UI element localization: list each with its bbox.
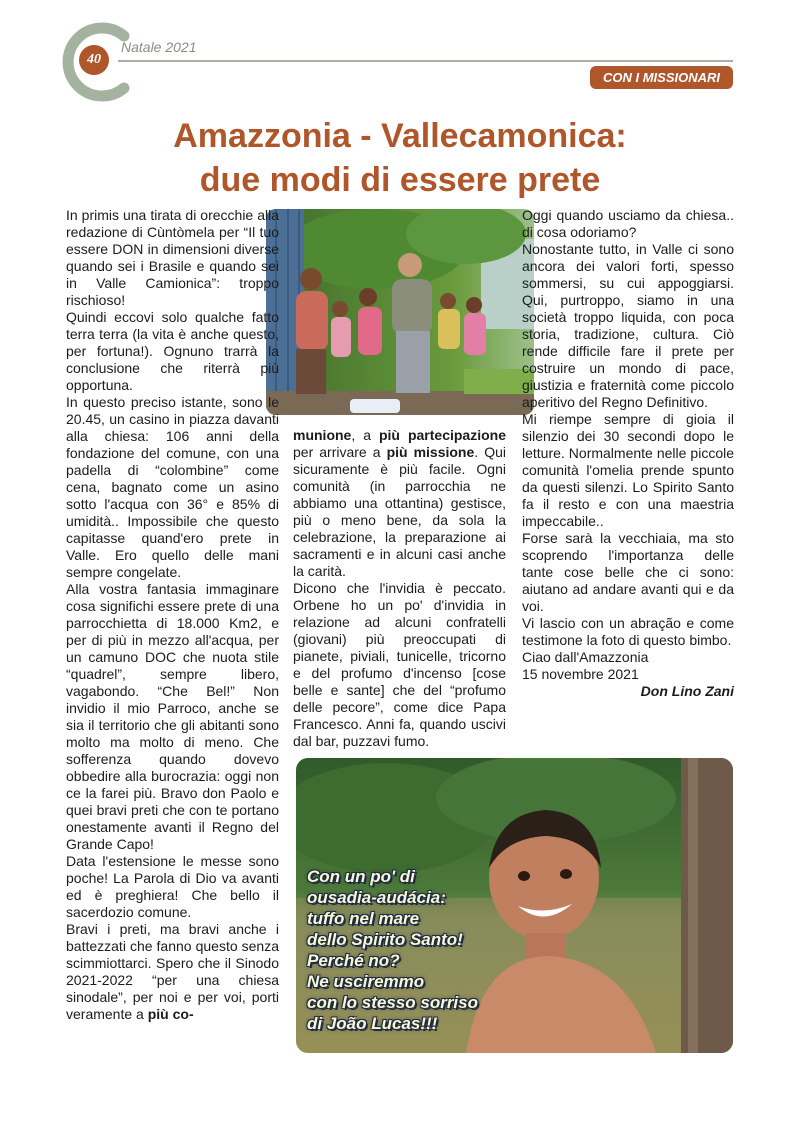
paragraph-text: per arrivare a <box>293 444 387 460</box>
caption-line: di João Lucas!!! <box>307 1014 438 1033</box>
caption-line: tuffo nel mare <box>307 909 420 928</box>
family-photo <box>266 209 534 415</box>
paragraph: Oggi quando usciamo da chiesa.. di cosa odoriamo? <box>522 207 734 240</box>
issue-label: Natale 2021 <box>121 39 197 55</box>
bold-text: munione <box>293 427 352 443</box>
header-rule <box>118 60 733 62</box>
paragraph: In questo preciso istante, sono le 20.45, un casino in piazza davanti alla chiesa: 106 anni della fondazione del comune, con una padella di “colombine” come cena, bagnato come un asino sotto l'acqua con 36° e 85% di umidità.. Impossibile che questo capitasse quand'ero prete in Valle. Ero quello delle mani sempre congelate. <box>66 394 279 580</box>
paragraph: Forse sarà la vecchiaia, ma sto scoprendo l'importanza delle tante cose belle che ci sono: aiutano ad andare avanti qui e da voi. <box>522 530 734 614</box>
title-line-2: due modi di essere prete <box>199 161 601 199</box>
caption-line: ousadia-audácia: <box>307 888 446 907</box>
author-signature: Don Lino Zani <box>640 683 734 699</box>
bold-text: più missione <box>386 444 475 460</box>
caption-line: dello Spirito Santo! <box>307 930 463 949</box>
paragraph-text: . Qui sicuramente è più facile. Ogni comunità (in parrocchia ne abbiamo una ottantina) gestisce, più o meno bene, da sola la celebrazione, la preparazione ai sacramenti e in alcuni casi anche la carità. <box>293 444 506 579</box>
paragraph: Dicono che l'invidia è peccato. Orbene ho un po' d'invidia in relazione ad alcuni confratelli (giovani) più preoccupati di pianete, piviali, tunicelle, tricorno e del profumo d'incenso [cose belle e sante] che del “profumo delle pecore”, come dice Papa Francesco. Anni fa, quando uscivi dal bar, puzzavi fumo. <box>293 580 506 749</box>
paragraph: Vi lascio con un abração e come testimone la foto di questo bimbo. <box>522 615 734 648</box>
article-column-1 <box>66 207 279 1023</box>
paragraph: In primis una tirata di orecchie alla redazione di Cùntòmela per “Il tuo essere DON in dimensioni diverse quando sei i Brasile e quando sei in Valle Camionica”: troppo rischioso! <box>66 207 279 308</box>
paragraph: Alla vostra fantasia immaginare cosa significhi essere prete di una parrocchietta di 18.000 Km2, e per di più in mezzo all'acqua, per un camuno DOC che nuota stile “quadrel”, sempre libero, vagabondo. “Che Bel!” Non invidio il mio Parroco, anche se sia il territorio che gli abitanti sono molto ma molto di meno. Che sofferenza quando dovevo obbedire alla burocrazia: oggi non ce la farei più. Bravo don Paolo e quei bravi preti che con te portano onestamente avanti il Regno del Grande Capo! <box>66 581 279 852</box>
photo-caption <box>307 866 527 1034</box>
page-number: 40 <box>79 45 109 75</box>
caption-line: Ne usciremmo <box>307 972 425 991</box>
bold-text: più co- <box>147 1006 194 1022</box>
bold-text: più partecipazione <box>378 427 506 443</box>
caption-line: Con un po' di <box>307 867 415 886</box>
paragraph: Data l'estensione le messe sono poche! La Parola di Dio va avanti ed è preghiera! Che bello il sacerdozio comune. <box>66 853 279 920</box>
section-tag: CON I MISSIONARI <box>590 66 733 89</box>
article-title <box>40 114 760 202</box>
paragraph: Mi riempe sempre di gioia il silenzio dei 30 secondi dopo le letture. Normalmente nelle piccole comunità l'omelia prende spunto da questi silenzi. Lo Spirito Santo fa il resto e con una maestria impeccabile.. <box>522 411 734 529</box>
family-photo-illustration <box>266 209 534 415</box>
paragraph <box>66 921 279 1023</box>
article-column-2 <box>293 427 506 750</box>
title-line-1: Amazzonia - Vallecamonica: <box>173 117 627 155</box>
date-line: 15 novembre 2021 <box>522 666 639 682</box>
closing-line: Ciao dall'Amazzonia <box>522 649 649 665</box>
paragraph <box>293 427 506 580</box>
paragraph: Nonostante tutto, in Valle ci sono ancora dei valori forti, spesso sommersi, su cui appoggiarsi. Qui, purtroppo, siamo in una società troppo liquida, con poca storia, tradizione, cultura. Ciò rende difficile fare il prete per costruire un mondo di pace, giustizia e fraternità come piccolo aperitivo del Regno Definitivo. <box>522 241 734 410</box>
paragraph-text: , a <box>351 427 379 443</box>
caption-line: Perché no? <box>307 951 400 970</box>
caption-line: con lo stesso sorriso <box>307 993 478 1012</box>
article-column-3 <box>522 207 734 700</box>
paragraph-text: Bravi i preti, ma bravi anche i battezzati che fanno questo senza scimmiottarci. Spero che il Sinodo 2021-2022 “per una chiesa sinodale”, per noi e per voi, porti veramente a <box>66 921 279 1022</box>
paragraph: Quindi eccovi solo qualche fatto terra terra (la vita è anche questo, per fortuna!). Ognuno trarrà la conclusione che riterrà più opportuna. <box>66 309 279 393</box>
